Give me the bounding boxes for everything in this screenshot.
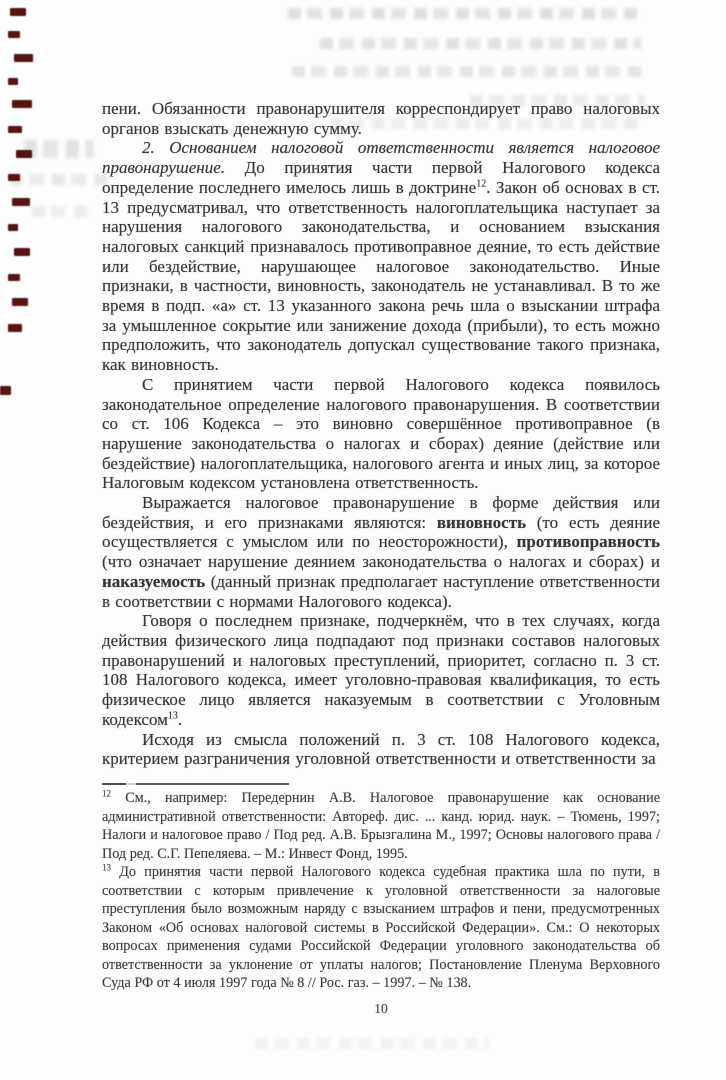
- scan-mark: [8, 174, 20, 181]
- scan-mark: [8, 31, 20, 38]
- text-segment: .: [177, 709, 183, 729]
- scan-mark: [8, 126, 22, 133]
- text-segment: Выражается налоговое правонарушение в форме действия или бездействия, и его признаками являются:: [102, 493, 660, 532]
- text-segment: Говоря о последнем признаке, подчеркнём, что в тех случаях, когда действия физического лица подпадают под признаки составов налоговых правонарушений и налоговых преступлений, приоритет, согласно п. 3 ст. 108 Налогового кодекса, имеет уголовно-правовая квалификация, то есть физическое лицо является наказуемым в соответствии с Уголовным кодексом: [102, 611, 660, 729]
- bleed-through-ghost: [24, 140, 94, 158]
- footnote-ref: 12: [102, 788, 111, 799]
- text-segment: До принятия части первой Налогового кодекса судебная практика шла по пути, в соответствии с которым привлечение к уголовной ответственности за налоговые преступления было возможным наряду с взысканием штрафов и пени, предусмотренных Законом «Об основах налоговой системы в Российской Федерации». См.: О некоторых вопросах применения судами Российской Федерации уголовного законодательства об ответственности за уклонение от уплаты налогов; Постановление Пленума Верховного Суда РФ от 4 июля 1997 года № 8 // Рос. газ. – 1997. – № 138.: [102, 864, 660, 991]
- text-segment: (что означает нарушение деянием законодательства о налогах и сборах) и: [102, 552, 660, 572]
- footnote-ref: 13: [102, 862, 111, 873]
- text-segment: виновность: [436, 512, 527, 532]
- scan-mark: [14, 248, 30, 256]
- scan-mark: [10, 8, 26, 16]
- scan-mark: [8, 274, 20, 281]
- text-segment: До принятия части первой Налогового кодекса определение последнего имелось лишь в доктрине: [102, 158, 660, 197]
- text-segment: (то есть деяние осуществляется с умыслом или по неосторожности),: [102, 512, 660, 552]
- text-segment: пени. Обязанности правонарушителя корреспондирует право налоговых органов взыскать денежную сумму.: [102, 99, 660, 138]
- bleed-through-ghost: [255, 1038, 490, 1049]
- bleed-through-ghost: [32, 206, 90, 217]
- text-segment: противоправность: [516, 532, 660, 552]
- footnote: [102, 863, 660, 993]
- text-segment: (данный признак предполагает наступление ответственности в соответствии с нормами Налогового кодекса).: [102, 571, 660, 611]
- text-segment: Исходя из смысла положений п. 3 ст. 108 Налогового кодекса, критерием разграничения уголовной ответственности и ответственности за: [102, 729, 660, 769]
- body-text-block: [102, 99, 660, 769]
- scan-mark: [8, 78, 18, 85]
- scan-mark: [0, 386, 11, 395]
- text-segment: 2. Основанием налоговой ответственности является налоговое правонарушение.: [102, 138, 660, 178]
- text-segment: . Закон об основах в ст. 13 предусматривал, что ответственность налогоплательщика наступает за нарушения налогового законодательства, и основанием взыскания налоговых санкций признавалось противоправное деяние, то есть действие или бездействие, нарушающее налоговое законодательство. Иные признаки, в частности, виновность, законодатель не устанавливал. В то же время в подп. «а» ст. 13 указанного закона речь шла о взыскании штрафа за умышленное сокрытие или занижение дохода (прибыли), то есть можно предположить, что законодатель допускал существование такого признака, как виновность.: [102, 177, 660, 375]
- scan-mark: [8, 324, 22, 332]
- scan-mark: [12, 198, 30, 206]
- scan-mark: [8, 224, 18, 231]
- footnote-ref: 13: [167, 710, 178, 722]
- text-segment: С принятием части первой Налогового кодекса появилось законодательное определение налогового правонарушения. В соответствии со ст. 106 Кодекса – это виновно совершённое противоправное (в нарушение законодательства о налогах и сборах) деяние (действие или бездействие) налогоплательщика, налогового агента и иных лиц, за которое Налоговым кодексом установлена ответственность.: [102, 374, 660, 493]
- body-paragraph: [102, 730, 660, 769]
- text-segment: наказуемость: [102, 571, 206, 591]
- footnote: [102, 789, 660, 863]
- scan-mark: [16, 150, 32, 158]
- body-paragraph: [102, 611, 660, 729]
- body-paragraph: [102, 99, 660, 138]
- bleed-through-ghost: [10, 174, 110, 185]
- bleed-through-ghost: [288, 8, 643, 19]
- footnote-separator: [102, 783, 289, 785]
- page-number: 10: [374, 1001, 388, 1016]
- scan-mark: [14, 54, 33, 62]
- scan-mark: [12, 100, 32, 108]
- bleed-through-ghost: [292, 66, 642, 77]
- body-paragraph: [102, 138, 660, 374]
- body-paragraph: [102, 375, 660, 493]
- footnotes-block: [102, 789, 660, 993]
- text-segment: См., например: Передернин А.В. Налоговое правонарушение как основание административной ответственности: Автореф. дис. ... канд. юрид. наук. – Тюмень, 1997; Налоги и налоговое право / Под ред. А.В. Брызгалина М., 1997; Основы налогового права / Под ред. С.Г. Пепеляева. – М.: Инвест Фонд, 1995.: [102, 790, 660, 862]
- bleed-through-ghost: [320, 38, 642, 49]
- footnote-ref: 12: [476, 178, 487, 190]
- scan-mark: [12, 298, 28, 306]
- body-paragraph: [102, 493, 660, 611]
